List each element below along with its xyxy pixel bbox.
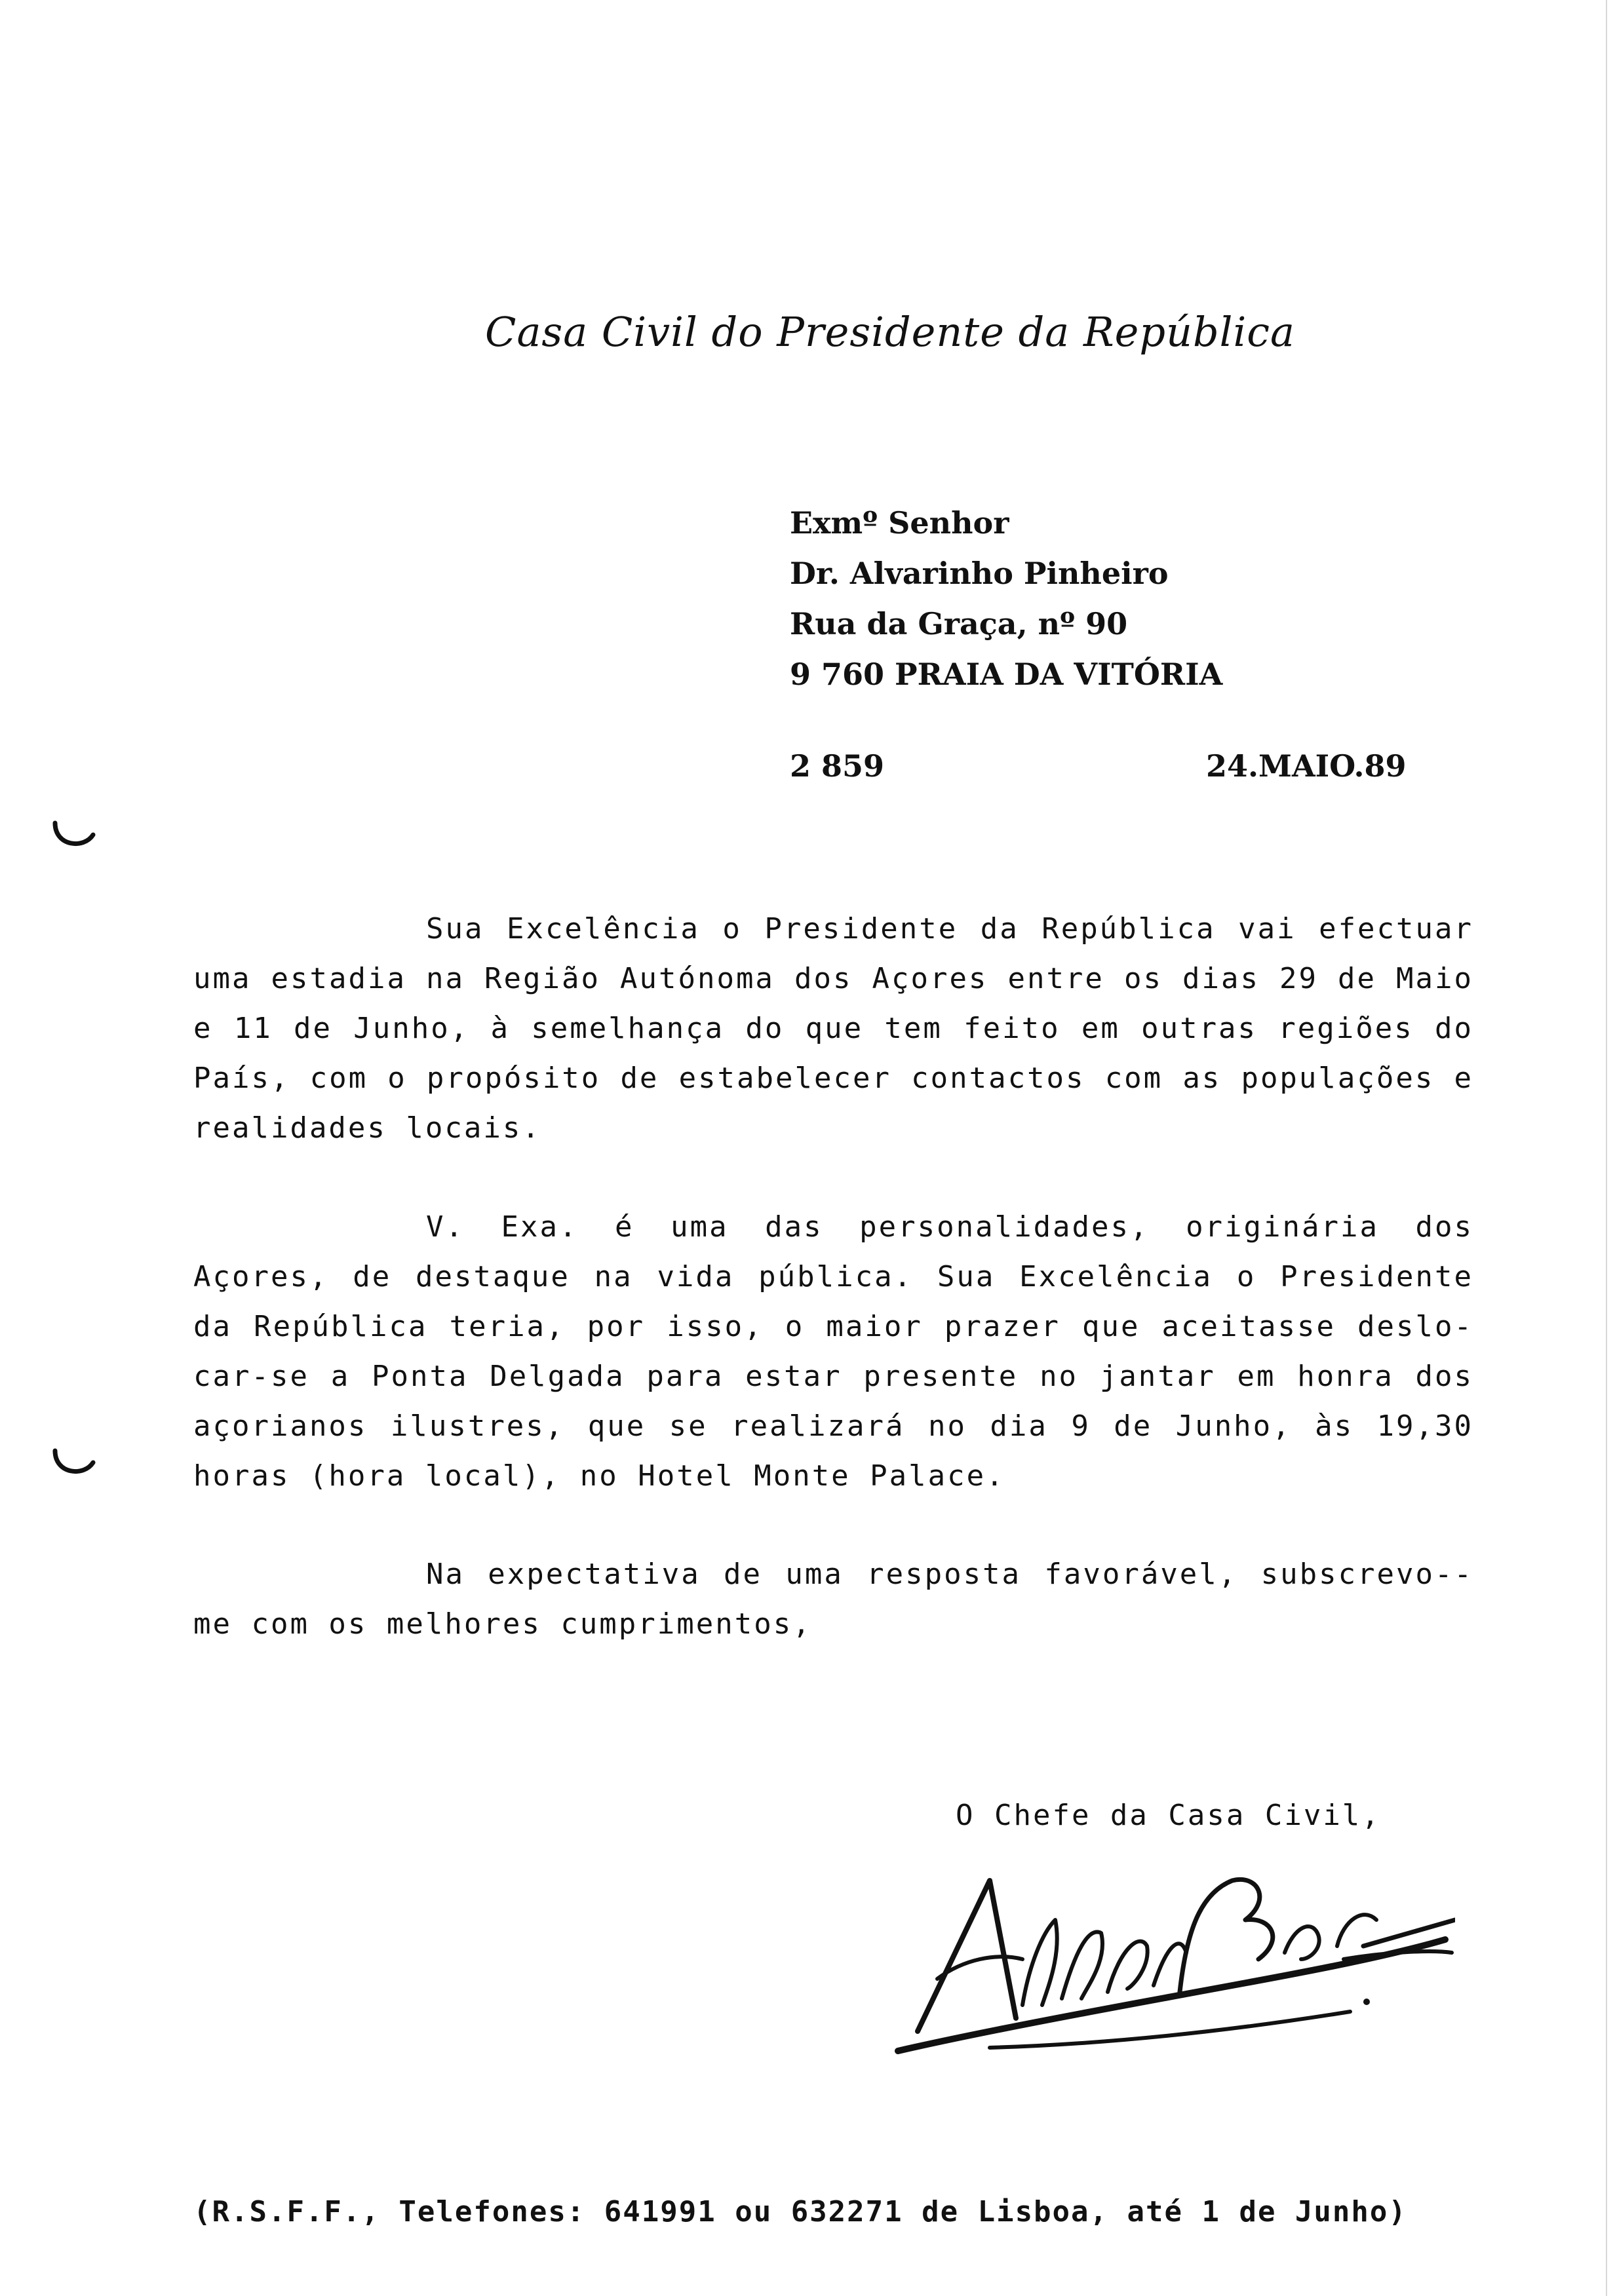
- reference-number: 2 859: [790, 748, 885, 784]
- body-paragraph-3-text: Na expectativa de uma resposta favorável, subscrevo--me com os melhores cumprimentos,: [193, 1558, 1473, 1641]
- recipient-name: Dr. Alvarinho Pinheiro: [790, 556, 1169, 591]
- recipient-salutation: Exmº Senhor: [790, 505, 1009, 541]
- letterhead: Casa Civil do Presidente da República: [485, 308, 1295, 356]
- footer-note: (R.S.F.F., Telefones: 641991 ou 632271 de Lisboa, até 1 de Junho): [193, 2195, 1407, 2229]
- letter-date: 24.MAIO.89: [1206, 748, 1407, 784]
- punch-hole-mark: [51, 820, 97, 851]
- body-paragraph-2-text: V. Exa. é uma das personalidades, originária dos Açores, de destaque na vida pública. Sua Excelência o Presidente da República teria, por isso, o maior prazer que aceitasse deslo-car-se a Ponta Delgada para estar presente no jantar em honra dos açorianos ilustres, que se realizará no dia 9 de Junho, às 19,30 horas (hora local), no Hotel Monte Palace.: [193, 1210, 1473, 1493]
- handwritten-signature: [891, 1854, 1455, 2071]
- body-paragraph-2: [193, 1202, 1473, 1501]
- recipient-city: 9 760 PRAIA DA VITÓRIA: [790, 657, 1223, 692]
- body-paragraph-1-text: Sua Excelência o Presidente da República vai efectuar uma estadia na Região Autónoma dos Açores entre os dias 29 de Maio e 11 de Junho, à semelhança do que tem feito em outras regiões do País, com o propósito de estabelecer contactos com as populações e realidades locais.: [193, 912, 1473, 1145]
- body-paragraph-1: [193, 904, 1473, 1153]
- punch-hole-mark: [51, 1448, 97, 1478]
- closing-title: O Chefe da Casa Civil,: [956, 1799, 1381, 1832]
- body-paragraph-3: [193, 1550, 1473, 1649]
- recipient-street: Rua da Graça, nº 90: [790, 606, 1128, 641]
- page-edge-line: [1606, 0, 1607, 2296]
- recipient-address: [790, 498, 1222, 700]
